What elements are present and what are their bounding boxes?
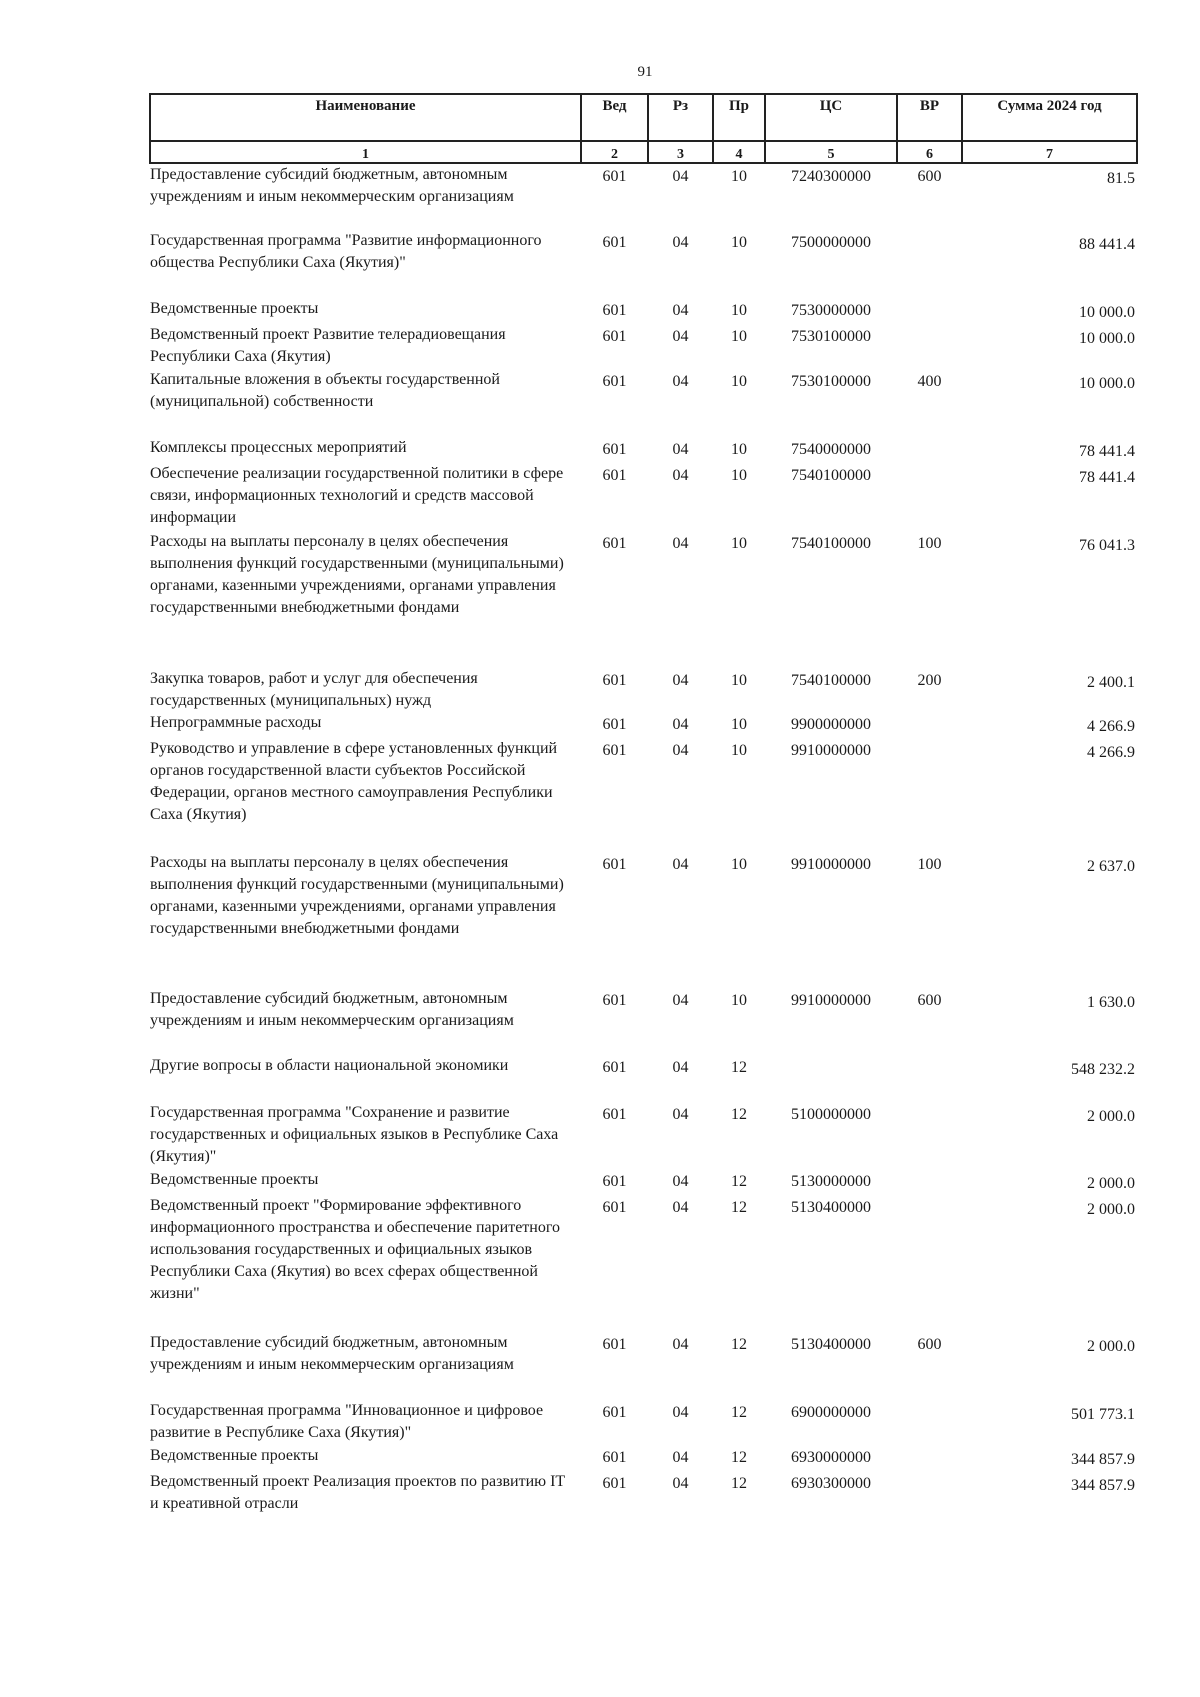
column-number-row xyxy=(150,141,1137,163)
row-rz: 04 xyxy=(672,373,689,390)
row-name: Предоставление субсидий бюджетным, автономным учреждениям и иным некоммерческим организациям xyxy=(150,990,514,1029)
table-row xyxy=(150,324,1137,369)
table-row xyxy=(150,852,1137,988)
row-sum: 4 266.9 xyxy=(1087,718,1135,735)
row-sum: 548 232.2 xyxy=(1071,1061,1135,1078)
row-rz: 04 xyxy=(672,742,689,759)
budget-table xyxy=(149,93,1138,1516)
table-row xyxy=(150,463,1137,531)
row-name: Ведомственный проект Реализация проектов по развитию IT и креативной отрасли xyxy=(150,1473,565,1512)
row-name: Закупка товаров, работ и услуг для обеспечения государственных (муниципальных) нужд xyxy=(150,670,478,709)
row-ved: 601 xyxy=(602,1199,627,1216)
row-sum: 2 000.0 xyxy=(1087,1108,1135,1125)
row-pr: 12 xyxy=(731,1173,747,1190)
table-row xyxy=(150,230,1137,298)
header-row xyxy=(150,94,1137,141)
row-ved: 601 xyxy=(602,1336,627,1353)
row-sum: 10 000.0 xyxy=(1079,330,1135,347)
table-row xyxy=(150,738,1137,852)
row-sum: 344 857.9 xyxy=(1071,1477,1135,1494)
row-cs: 7500000000 xyxy=(791,234,871,251)
row-cs: 7530000000 xyxy=(791,302,871,319)
row-pr: 12 xyxy=(731,1404,747,1421)
row-sum: 501 773.1 xyxy=(1071,1406,1135,1423)
row-rz: 04 xyxy=(672,168,689,185)
row-rz: 04 xyxy=(672,234,689,251)
row-ved: 601 xyxy=(602,302,627,319)
row-rz: 04 xyxy=(672,672,689,689)
row-vr: 200 xyxy=(917,672,942,689)
row-vr xyxy=(897,437,962,463)
row-ved: 601 xyxy=(602,742,627,759)
row-pr: 10 xyxy=(731,992,747,1009)
row-sum: 2 637.0 xyxy=(1087,858,1135,875)
row-rz: 04 xyxy=(672,1173,689,1190)
row-name: Государственная программа "Сохранение и развитие государственных и официальных языков в Республике Саха (Якутия)" xyxy=(150,1104,559,1165)
row-pr: 12 xyxy=(731,1199,747,1216)
row-ved: 601 xyxy=(602,1173,627,1190)
row-ved: 601 xyxy=(602,467,627,484)
row-ved: 601 xyxy=(602,1059,627,1076)
row-rz: 04 xyxy=(672,535,689,552)
row-sum: 2 000.0 xyxy=(1087,1175,1135,1192)
row-sum: 1 630.0 xyxy=(1087,994,1135,1011)
row-ved: 601 xyxy=(602,328,627,345)
row-name: Руководство и управление в сфере установленных функций органов государственной власти субъектов Российской Федерации, органов местного самоуправления Республики Саха (Якутия) xyxy=(150,740,558,823)
row-ved: 601 xyxy=(602,992,627,1009)
row-pr: 12 xyxy=(731,1106,747,1123)
row-ved: 601 xyxy=(602,373,627,390)
column-number: 2 xyxy=(581,141,648,163)
row-rz: 04 xyxy=(672,1336,689,1353)
row-cs xyxy=(765,1055,897,1102)
row-rz: 04 xyxy=(672,992,689,1009)
row-pr: 10 xyxy=(731,716,747,733)
row-rz: 04 xyxy=(672,856,689,873)
row-rz: 04 xyxy=(672,1059,689,1076)
row-cs: 7240300000 xyxy=(791,168,871,185)
table-row xyxy=(150,369,1137,437)
row-pr: 10 xyxy=(731,856,747,873)
row-ved: 601 xyxy=(602,1404,627,1421)
row-vr xyxy=(897,1400,962,1445)
table-row xyxy=(150,531,1137,668)
row-ved: 601 xyxy=(602,168,627,185)
row-name: Расходы на выплаты персоналу в целях обеспечения выполнения функций государственными (муниципальными) органами, казенными учреждениями, органами управления государственными внебюджетными фондами xyxy=(150,533,564,616)
row-vr: 600 xyxy=(917,168,942,185)
header-rz: Рз xyxy=(648,94,713,141)
row-cs: 7530100000 xyxy=(791,328,871,345)
header-name: Наименование xyxy=(150,94,581,141)
row-vr xyxy=(897,738,962,852)
row-cs: 6930000000 xyxy=(791,1449,871,1466)
row-ved: 601 xyxy=(602,234,627,251)
table-row xyxy=(150,1332,1137,1400)
header-cs: ЦС xyxy=(765,94,897,141)
row-rz: 04 xyxy=(672,716,689,733)
row-ved: 601 xyxy=(602,535,627,552)
table-row xyxy=(150,298,1137,324)
row-cs: 9910000000 xyxy=(791,992,871,1009)
row-pr: 10 xyxy=(731,302,747,319)
row-vr: 600 xyxy=(917,1336,942,1353)
row-cs: 6930300000 xyxy=(791,1475,871,1492)
row-vr: 100 xyxy=(917,856,942,873)
row-vr xyxy=(897,463,962,531)
row-cs: 5100000000 xyxy=(791,1106,871,1123)
row-name: Расходы на выплаты персоналу в целях обеспечения выполнения функций государственными (муниципальными) органами, казенными учреждениями, органами управления государственными внебюджетными фондами xyxy=(150,854,564,937)
row-cs: 6900000000 xyxy=(791,1404,871,1421)
table-row xyxy=(150,437,1137,463)
row-name: Ведомственные проекты xyxy=(150,1171,319,1188)
row-cs: 9910000000 xyxy=(791,856,871,873)
table-row xyxy=(150,1445,1137,1471)
column-number: 4 xyxy=(713,141,765,163)
header-sum: Сумма 2024 год xyxy=(962,94,1137,141)
row-cs: 5130400000 xyxy=(791,1199,871,1216)
row-vr xyxy=(897,1102,962,1169)
row-pr: 10 xyxy=(731,535,747,552)
row-cs: 7540100000 xyxy=(791,467,871,484)
table-row xyxy=(150,988,1137,1055)
row-vr xyxy=(897,324,962,369)
row-sum: 10 000.0 xyxy=(1079,304,1135,321)
column-number: 3 xyxy=(648,141,713,163)
row-name: Комплексы процессных мероприятий xyxy=(150,439,407,456)
row-pr: 12 xyxy=(731,1475,747,1492)
row-ved: 601 xyxy=(602,1449,627,1466)
row-ved: 601 xyxy=(602,441,627,458)
row-sum: 2 000.0 xyxy=(1087,1338,1135,1355)
row-sum: 2 000.0 xyxy=(1087,1201,1135,1218)
row-cs: 7540100000 xyxy=(791,535,871,552)
row-name: Другие вопросы в области национальной экономики xyxy=(150,1057,509,1074)
row-cs: 7530100000 xyxy=(791,373,871,390)
row-pr: 10 xyxy=(731,234,747,251)
row-ved: 601 xyxy=(602,672,627,689)
page-number: 91 xyxy=(637,64,653,80)
row-vr: 400 xyxy=(917,373,942,390)
table-row xyxy=(150,1169,1137,1195)
row-name: Ведомственный проект "Формирование эффективного информационного пространства и обеспечение паритетного использования государственных и официальных языков Республики Саха (Якутия) во всех сферах общественной жизни" xyxy=(150,1197,561,1302)
row-pr: 10 xyxy=(731,328,747,345)
table-row xyxy=(150,1102,1137,1169)
row-name: Обеспечение реализации государственной политики в сфере связи, информационных технологий и средств массовой информации xyxy=(150,465,564,526)
row-name: Ведомственные проекты xyxy=(150,300,319,317)
column-number: 7 xyxy=(962,141,1137,163)
row-vr xyxy=(897,298,962,324)
row-cs: 5130400000 xyxy=(791,1336,871,1353)
row-cs: 7540000000 xyxy=(791,441,871,458)
row-sum: 76 041.3 xyxy=(1079,537,1135,554)
table-row xyxy=(150,668,1137,712)
row-vr xyxy=(897,1445,962,1471)
table-body xyxy=(150,163,1137,1516)
row-rz: 04 xyxy=(672,1199,689,1216)
row-pr: 12 xyxy=(731,1336,747,1353)
row-name: Непрограммные расходы xyxy=(150,714,322,731)
row-sum: 78 441.4 xyxy=(1079,443,1135,460)
row-cs: 7540100000 xyxy=(791,672,871,689)
row-rz: 04 xyxy=(672,1449,689,1466)
row-pr: 10 xyxy=(731,441,747,458)
row-sum: 10 000.0 xyxy=(1079,375,1135,392)
row-rz: 04 xyxy=(672,302,689,319)
row-sum: 2 400.1 xyxy=(1087,674,1135,691)
header-pr: Пр xyxy=(713,94,765,141)
row-cs: 9910000000 xyxy=(791,742,871,759)
row-name: Государственная программа "Инновационное и цифровое развитие в Республике Саха (Якутия)" xyxy=(150,1402,544,1441)
row-pr: 10 xyxy=(731,373,747,390)
table-row xyxy=(150,1055,1137,1102)
column-number: 5 xyxy=(765,141,897,163)
row-vr xyxy=(897,1195,962,1332)
row-vr xyxy=(897,1471,962,1516)
row-name: Государственная программа "Развитие информационного общества Республики Саха (Якутия)" xyxy=(150,232,542,271)
table-row xyxy=(150,712,1137,738)
row-vr: 100 xyxy=(917,535,942,552)
row-sum: 81.5 xyxy=(1107,170,1135,187)
table-row xyxy=(150,1400,1137,1445)
row-pr: 10 xyxy=(731,467,747,484)
table-row xyxy=(150,163,1137,230)
row-sum: 4 266.9 xyxy=(1087,744,1135,761)
row-name: Предоставление субсидий бюджетным, автономным учреждениям и иным некоммерческим организациям xyxy=(150,166,514,205)
row-ved: 601 xyxy=(602,1106,627,1123)
row-pr: 12 xyxy=(731,1059,747,1076)
table-row xyxy=(150,1195,1137,1332)
row-pr: 12 xyxy=(731,1449,747,1466)
row-vr xyxy=(897,1055,962,1102)
row-name: Предоставление субсидий бюджетным, автономным учреждениям и иным некоммерческим организациям xyxy=(150,1334,514,1373)
row-ved: 601 xyxy=(602,1475,627,1492)
column-number: 6 xyxy=(897,141,962,163)
row-rz: 04 xyxy=(672,1404,689,1421)
row-ved: 601 xyxy=(602,856,627,873)
row-pr: 10 xyxy=(731,168,747,185)
row-cs: 9900000000 xyxy=(791,716,871,733)
row-name: Ведомственный проект Развитие телерадиовещания Республики Саха (Якутия) xyxy=(150,326,506,365)
row-ved: 601 xyxy=(602,716,627,733)
row-vr xyxy=(897,712,962,738)
row-rz: 04 xyxy=(672,1475,689,1492)
header-ved: Вед xyxy=(581,94,648,141)
row-name: Капитальные вложения в объекты государственной (муниципальной) собственности xyxy=(150,371,500,410)
row-rz: 04 xyxy=(672,1106,689,1123)
row-sum: 78 441.4 xyxy=(1079,469,1135,486)
row-pr: 10 xyxy=(731,672,747,689)
column-number: 1 xyxy=(150,141,581,163)
row-cs: 5130000000 xyxy=(791,1173,871,1190)
row-rz: 04 xyxy=(672,328,689,345)
row-rz: 04 xyxy=(672,441,689,458)
row-rz: 04 xyxy=(672,467,689,484)
row-sum: 88 441.4 xyxy=(1079,236,1135,253)
row-vr xyxy=(897,230,962,298)
row-vr xyxy=(897,1169,962,1195)
row-name: Ведомственные проекты xyxy=(150,1447,319,1464)
row-sum: 344 857.9 xyxy=(1071,1451,1135,1468)
row-pr: 10 xyxy=(731,742,747,759)
row-vr: 600 xyxy=(917,992,942,1009)
header-vr: ВР xyxy=(897,94,962,141)
table-row xyxy=(150,1471,1137,1516)
